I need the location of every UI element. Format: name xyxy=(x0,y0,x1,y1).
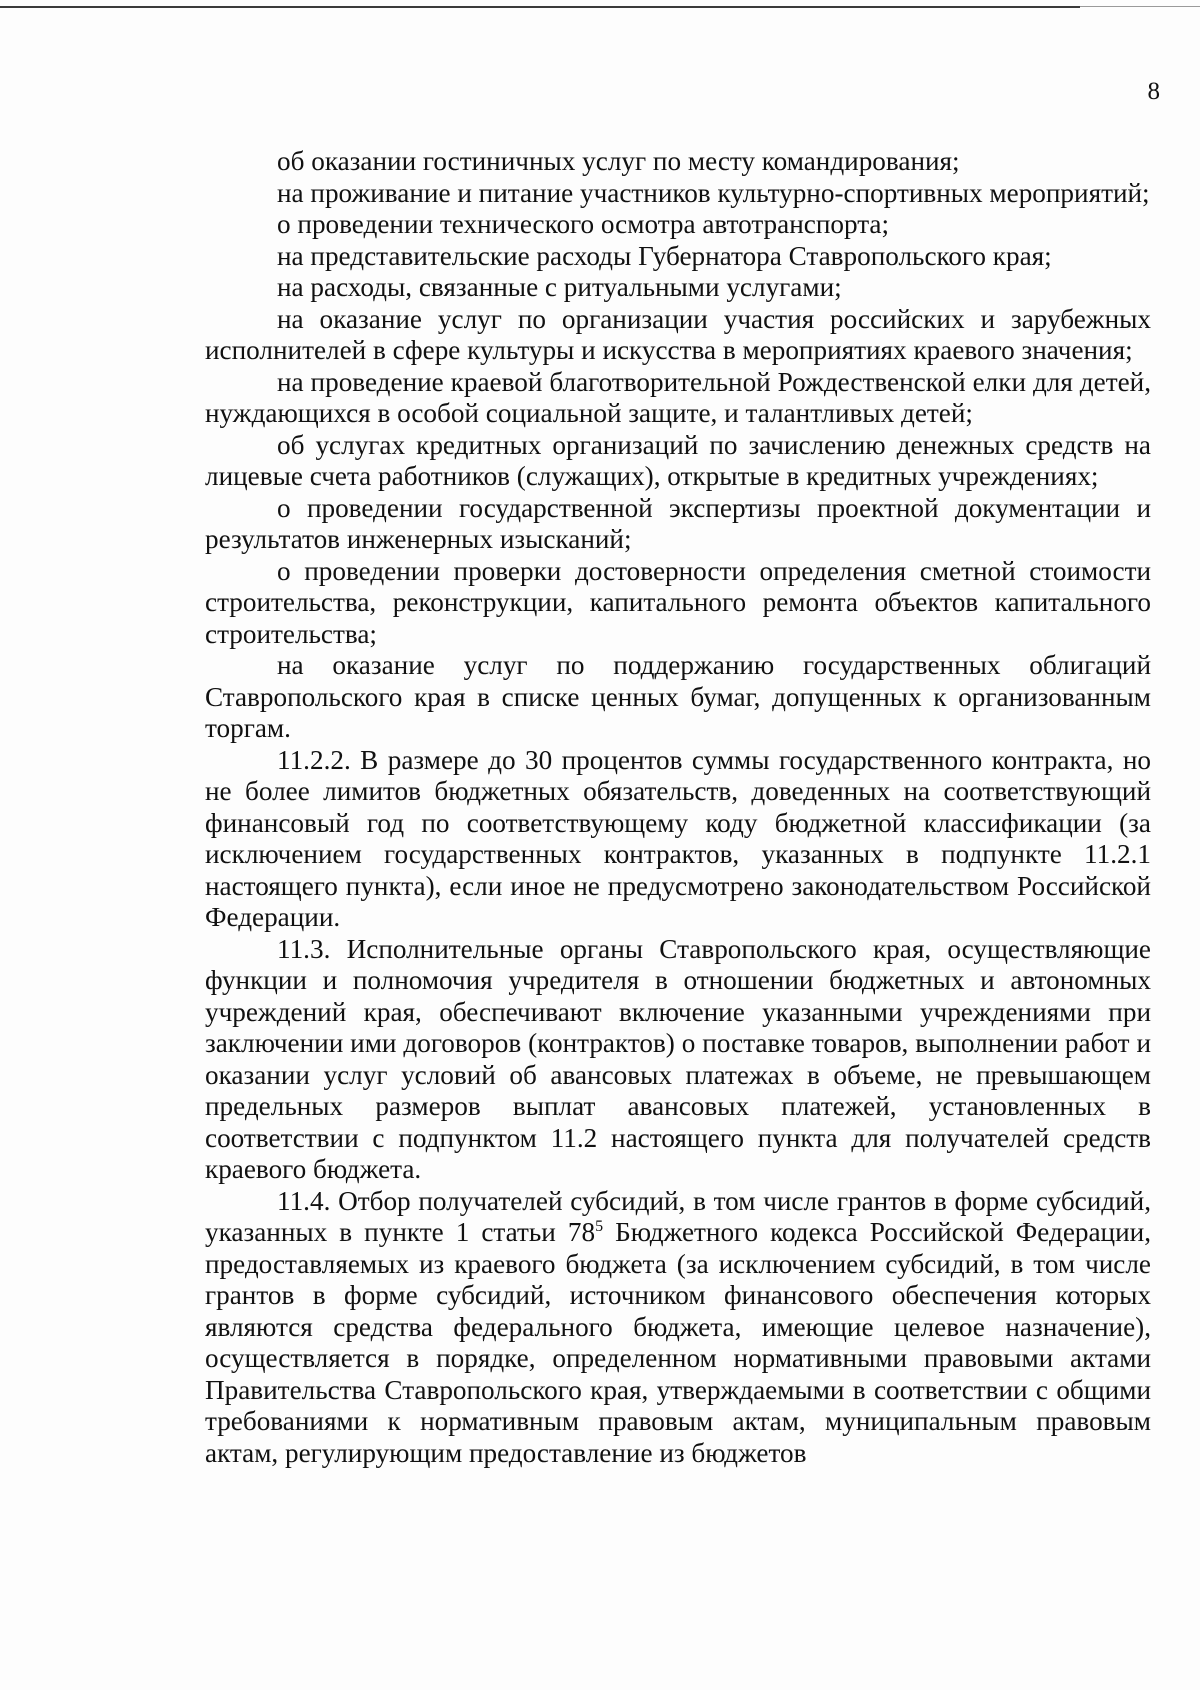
paragraph-11-4-start: 11.4. Отбор получателей субсидий, в том числе грантов в форме субсидий, указанных в пункте 1 статьи 78 xyxy=(205,1185,1151,1247)
paragraph-vehicle-inspection: о проведении технического осмотра автотранспорта; xyxy=(277,209,890,239)
paragraph-11-3: 11.3. Исполнительные органы Ставропольского края, осуществляющие функции и полномочия учредителя в отношении бюджетных и автономных учреждений края, обеспечивают включение указанными учреждениями при заключении ими договоров (контрактов) о поставке товаров, выполнении работ и оказании услуг условий об авансовых платежах в объеме, не превышающем предельных размеров выплат авансовых платежей, установленных в соответствии с подпунктом 11.2 настоящего пункта для получателей средств краевого бюджета. xyxy=(205,933,1151,1184)
paragraph-christmas-tree: на проведение краевой благотворительной Рождественской елки для детей, нуждающихся в особой социальной защите, и талантливых детей; xyxy=(205,366,1151,428)
top-border-line xyxy=(0,6,1080,8)
page-number: 8 xyxy=(1147,78,1160,105)
paragraph-estimate-verification: о проведении проверки достоверности определения сметной стоимости строительства, реконструкции, капитального ремонта объектов капитального строительства; xyxy=(205,555,1151,649)
paragraph-11-2-2: 11.2.2. В размере до 30 процентов суммы государственного контракта, но не более лимитов бюджетных обязательств, доведенных на соответствующий финансовый год по соответствующему коду бюджетной классификации (за исключением государственных контрактов, указанных в подпункте 11.2.1 настоящего пункта), если иное не предусмотрено законодательством Российской Федерации. xyxy=(205,744,1151,932)
paragraph-ritual-services: на расходы, связанные с ритуальными услугами; xyxy=(277,272,842,302)
article-superscript: 5 xyxy=(595,1217,604,1235)
paragraph-performers-participation: на оказание услуг по организации участия российских и зарубежных исполнителей в сфере культуры и искусства в мероприятиях краевого значения; xyxy=(205,303,1151,365)
top-border-line-faint xyxy=(1080,6,1200,7)
paragraph-accommodation-meals: на проживание и питание участников культурно-спортивных мероприятий; xyxy=(277,177,1150,208)
paragraph-11-4 xyxy=(205,1186,1151,1470)
paragraph-state-expertise: о проведении государственной экспертизы проектной документации и результатов инженерных изысканий; xyxy=(205,492,1151,554)
paragraph-hotel-services: об оказании гостиничных услуг по месту командирования; xyxy=(277,146,960,176)
paragraph-credit-organizations: об услугах кредитных организаций по зачислению денежных средств на лицевые счета работников (служащих), открытые в кредитных учреждениях; xyxy=(205,429,1151,491)
paragraph-11-4-rest: Бюджетного кодекса Российской Федерации, предоставляемых из краевого бюджета (за исключением субсидий, в том числе грантов в форме субсидий, источником финансового обеспечения которых являются средства федерального бюджета, имеющие целевое назначение), осуществляется в порядке, определенном нормативными правовыми актами Правительства Ставропольского края, утверждаемыми в соответствии с общими требованиями к нормативным правовым актам, муниципальным правовым актам, регулирующим предоставление из бюджетов xyxy=(205,1217,1151,1468)
document-body xyxy=(205,146,1151,1469)
paragraph-bonds-support: на оказание услуг по поддержанию государственных облигаций Ставропольского края в списке ценных бумаг, допущенных к организованным торгам. xyxy=(205,650,1151,743)
paragraph-governor-expenses: на представительские расходы Губернатора Ставропольского края; xyxy=(277,240,1052,271)
